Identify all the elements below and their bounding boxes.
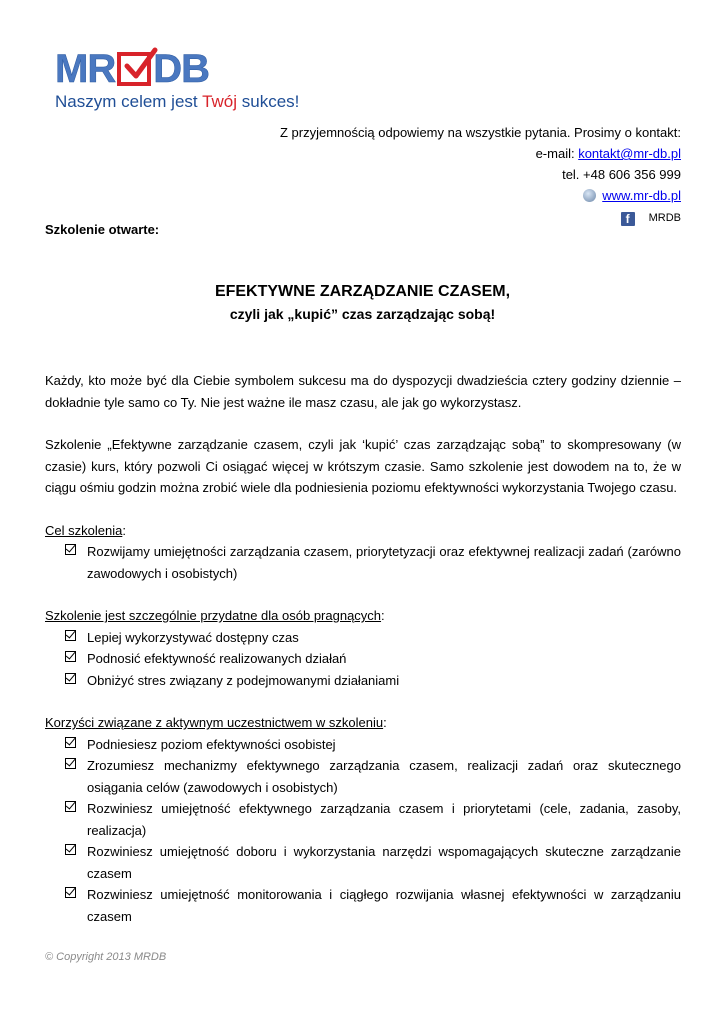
logo-text-right: DB [153, 47, 209, 91]
checkbox-icon [65, 758, 76, 769]
checkbox-icon [65, 801, 76, 812]
document-body [45, 370, 681, 927]
facebook-icon[interactable]: f [621, 212, 635, 226]
copyright-footer: © Copyright 2013 MRDB [45, 951, 167, 963]
goal-heading-text: Cel szkolenia [45, 522, 123, 538]
list-item-text: Rozwiniesz umiejętność monitorowania i ciągłego rozwijania własnej efektywności w zarządzaniu czasem [87, 887, 681, 924]
logo-tagline [55, 92, 299, 112]
checkbox-icon [65, 544, 76, 555]
contact-facebook-row [280, 206, 681, 229]
email-label: e-mail: [535, 146, 579, 161]
contact-block [280, 122, 681, 229]
benefits-list [45, 734, 681, 928]
intro-paragraph: Każdy, kto może być dla Ciebie symbolem sukcesu ma do dyspozycji dwadzieścia cztery godziny dziennie – dokładnie tyle samo co Ty. Nie jest ważne ile masz czasu, ale jak go wykorzystasz. [45, 373, 681, 410]
goal-heading: Cel szkolenia: [45, 522, 126, 538]
benefits-heading: Korzyści związane z aktywnym uczestnictwem w szkoleniu: [45, 715, 387, 730]
list-item-text: Rozwiniesz umiejętność efektywnego zarządzania czasem i priorytetami (cele, zadania, zasoby, realizacja) [87, 801, 681, 838]
checkbox-icon [65, 844, 76, 855]
list-item-text: Lepiej wykorzystywać dostępny czas [87, 629, 299, 645]
contact-intro: Z przyjemnością odpowiemy na wszystkie pytania. Prosimy o kontakt: [280, 125, 681, 140]
list-item [87, 798, 681, 841]
list-item [87, 734, 681, 756]
checkbox-icon [65, 630, 76, 641]
document-subtitle: czyli jak „kupić” czas zarządzając sobą! [229, 306, 496, 322]
audience-heading: Szkolenie jest szczególnie przydatne dla osób pragnących: [45, 608, 385, 623]
list-item [87, 841, 681, 884]
contact-phone: tel. +48 606 356 999 [562, 167, 681, 182]
list-item [87, 755, 681, 798]
list-item-text: Rozwiniesz umiejętność doboru i wykorzystania narzędzi wspomagających skuteczne zarządzanie czasem [87, 844, 681, 881]
benefits-heading-text: Korzyści związane z aktywnym uczestnictwem w szkoleniu [45, 715, 384, 730]
goal-list [45, 541, 681, 584]
tagline-end: sukces! [237, 92, 300, 111]
list-item-text: Podniesiesz poziom efektywności osobistej [87, 736, 336, 752]
tagline-highlight: Twój [202, 92, 238, 111]
list-item-text: Obniżyć stres związany z podejmowanymi działaniami [87, 672, 400, 688]
logo-text-left: MR [55, 47, 116, 91]
audience-heading-text: Szkolenie jest szczególnie przydatne dla osób pragnących [45, 608, 382, 623]
list-item [87, 648, 681, 670]
checkbox-icon [65, 651, 76, 662]
checkbox-icon [65, 887, 76, 898]
logo-wordmark [55, 48, 209, 90]
tagline-start: Naszym celem jest [55, 92, 203, 111]
checkbox-icon [65, 737, 76, 748]
email-link[interactable]: kontakt@mr-db.pl [578, 146, 681, 161]
website-link[interactable]: www.mr-db.pl [602, 188, 681, 203]
list-item-text: Zrozumiesz mechanizmy efektywnego zarządzania czasem, realizacji zadań oraz skutecznego osiągania celów (zawodowych i osobistych) [87, 758, 681, 795]
company-logo [55, 47, 300, 111]
list-item-text: Podnosić efektywność realizowanych działań [87, 651, 347, 666]
checkbox-icon [65, 673, 76, 684]
contact-website-row [280, 185, 681, 206]
list-item [87, 670, 681, 692]
list-item-text: Rozwijamy umiejętności zarządzania czasem, priorytetyzacji oraz efektywnej realizacji zadań (zarówno zawodowych i osobistych) [87, 544, 681, 581]
audience-list [45, 627, 681, 692]
document-title: EFEKTYWNE ZARZĄDZANIE CZASEM, [214, 283, 511, 300]
list-item [87, 884, 681, 927]
logo-checkbox-icon [117, 52, 151, 86]
section-label: Szkolenie otwarte: [45, 222, 160, 237]
contact-email-row [280, 143, 681, 164]
description-paragraph: Szkolenie „Efektywne zarządzanie czasem, czyli jak ‘kupić’ czas zarządzając sobą” to skompresowany (w czasie) kurs, który pozwoli Ci osiągać więcej w krótszym czasie. Samo szkolenie jest dowodem na to, że w ciągu ośmiu godzin można zrobić wiele dla podniesienia poziomu efektywności wykorzystania Twojego czasu. [45, 437, 681, 495]
list-item [87, 541, 681, 584]
globe-icon [583, 189, 596, 202]
facebook-label: MRDB [648, 212, 681, 224]
list-item [87, 627, 681, 649]
